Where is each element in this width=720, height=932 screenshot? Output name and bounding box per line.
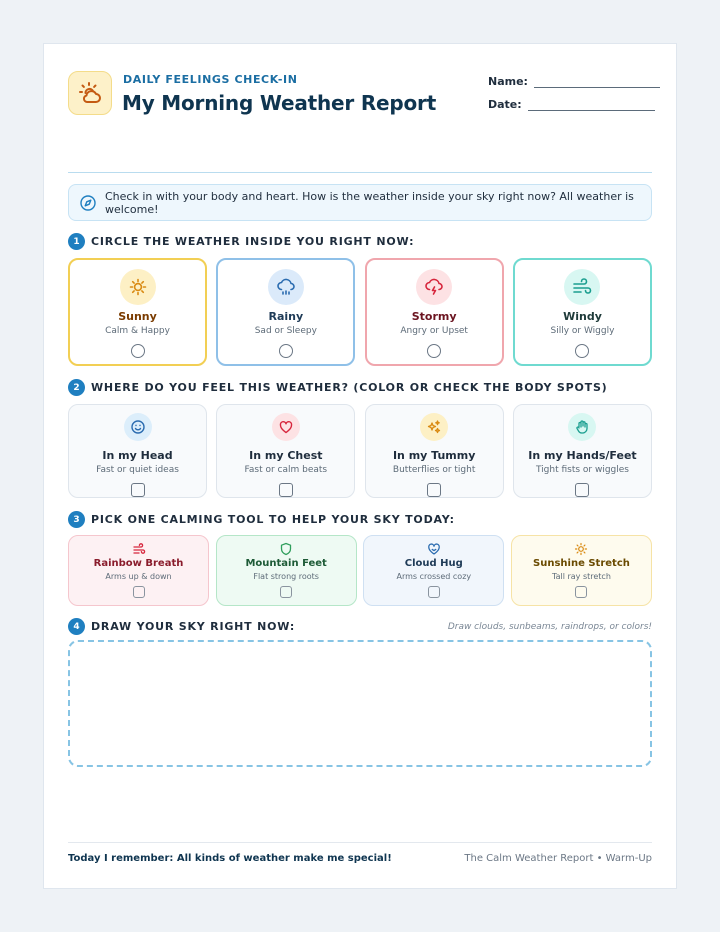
calm-label: Rainbow Breath bbox=[93, 558, 184, 569]
calm-card-sunshine-stretch[interactable] bbox=[511, 535, 652, 606]
body-sub: Fast or quiet ideas bbox=[96, 465, 179, 475]
calm-sub: Arms up & down bbox=[105, 572, 172, 581]
compass-icon bbox=[79, 194, 97, 212]
body-checkbox[interactable] bbox=[279, 483, 293, 497]
section-number: 1 bbox=[68, 233, 85, 250]
breath-wind-icon bbox=[132, 542, 146, 556]
body-sub: Tight fists or wiggles bbox=[535, 465, 629, 475]
body-card-head[interactable] bbox=[68, 404, 207, 498]
footer-credit: The Calm Weather Report • Warm-Up bbox=[464, 853, 652, 864]
calm-card-mountain-feet[interactable] bbox=[216, 535, 357, 606]
section-title: WHERE DO YOU FEEL THIS WEATHER? (COLOR OR CHECK THE BODY SPOTS) bbox=[91, 381, 608, 394]
calm-checkbox[interactable] bbox=[428, 586, 440, 598]
weather-card-windy[interactable] bbox=[513, 258, 652, 366]
calm-checkbox[interactable] bbox=[575, 586, 587, 598]
footer-affirmation: Today I remember: All kinds of weather make me special! bbox=[68, 853, 392, 864]
weather-sub: Silly or Wiggly bbox=[550, 326, 615, 336]
calm-checkbox[interactable] bbox=[280, 586, 292, 598]
header-kicker: DAILY FEELINGS CHECK-IN bbox=[123, 73, 298, 86]
weather-options bbox=[68, 258, 652, 366]
calm-sub: Flat strong roots bbox=[253, 572, 319, 581]
body-label: In my Tummy bbox=[392, 449, 476, 462]
weather-label: Windy bbox=[563, 310, 602, 323]
section-number: 3 bbox=[68, 511, 85, 528]
weather-label: Rainy bbox=[268, 310, 304, 323]
body-card-hands-feet[interactable] bbox=[513, 404, 652, 498]
shield-icon bbox=[279, 542, 293, 556]
intro-notice bbox=[68, 184, 652, 221]
page-title: My Morning Weather Report bbox=[122, 91, 437, 115]
section-number: 4 bbox=[68, 618, 85, 635]
calm-checkbox[interactable] bbox=[133, 586, 145, 598]
smile-icon bbox=[124, 413, 152, 441]
weather-sub: Angry or Upset bbox=[400, 326, 468, 336]
section-number: 2 bbox=[68, 379, 85, 396]
footer-divider bbox=[68, 842, 652, 843]
calm-label: Cloud Hug bbox=[404, 558, 463, 569]
section-title: PICK ONE CALMING TOOL TO HELP YOUR SKY TODAY: bbox=[91, 513, 455, 526]
weather-label: Stormy bbox=[411, 310, 457, 323]
weather-radio[interactable] bbox=[575, 344, 589, 358]
notice-text: Check in with your body and heart. How is the weather inside your sky right now? All weather is welcome! bbox=[105, 189, 634, 216]
body-sub: Fast or calm beats bbox=[244, 465, 328, 475]
header bbox=[68, 70, 652, 130]
weather-card-sunny[interactable] bbox=[68, 258, 207, 366]
rain-cloud-icon bbox=[268, 269, 304, 305]
weather-radio[interactable] bbox=[427, 344, 441, 358]
weather-label: Sunny bbox=[118, 310, 157, 323]
sparkles-icon bbox=[420, 413, 448, 441]
heart-hands-icon bbox=[427, 542, 441, 556]
date-label: Date: bbox=[488, 98, 522, 111]
section-3-heading bbox=[68, 511, 455, 528]
body-card-tummy[interactable] bbox=[365, 404, 504, 498]
weather-sub: Calm & Happy bbox=[105, 326, 170, 336]
name-field[interactable] bbox=[488, 75, 660, 88]
section-hint: Draw clouds, sunbeams, raindrops, or colors! bbox=[447, 621, 652, 632]
name-write-line[interactable] bbox=[534, 87, 660, 88]
date-field[interactable] bbox=[488, 98, 655, 111]
hand-icon bbox=[568, 413, 596, 441]
calm-card-cloud-hug[interactable] bbox=[363, 535, 504, 606]
date-write-line[interactable] bbox=[528, 110, 655, 111]
section-title: DRAW YOUR SKY RIGHT NOW: bbox=[91, 620, 296, 633]
calm-sub: Arms crossed cozy bbox=[396, 572, 472, 581]
heart-icon bbox=[272, 413, 300, 441]
section-1-heading bbox=[68, 233, 414, 250]
body-checkbox[interactable] bbox=[131, 483, 145, 497]
worksheet-content bbox=[68, 70, 652, 864]
weather-radio[interactable] bbox=[279, 344, 293, 358]
small-sun-icon bbox=[574, 542, 588, 556]
body-checkbox[interactable] bbox=[427, 483, 441, 497]
calm-label: Mountain Feet bbox=[245, 558, 327, 569]
body-checkbox[interactable] bbox=[575, 483, 589, 497]
wind-icon bbox=[564, 269, 600, 305]
storm-cloud-icon bbox=[416, 269, 452, 305]
calm-label: Sunshine Stretch bbox=[533, 558, 630, 569]
header-divider bbox=[68, 172, 652, 173]
section-4-heading bbox=[68, 618, 652, 635]
weather-card-rainy[interactable] bbox=[216, 258, 355, 366]
calm-sub: Tall ray stretch bbox=[552, 572, 611, 581]
calming-tool-options bbox=[68, 535, 652, 606]
body-sub: Butterflies or tight bbox=[392, 465, 476, 475]
worksheet-page bbox=[43, 43, 677, 889]
section-2-heading bbox=[68, 379, 608, 396]
body-label: In my Chest bbox=[249, 449, 323, 462]
sun-icon bbox=[120, 269, 156, 305]
weather-card-stormy[interactable] bbox=[365, 258, 504, 366]
weather-radio[interactable] bbox=[131, 344, 145, 358]
body-card-chest[interactable] bbox=[216, 404, 355, 498]
name-label: Name: bbox=[488, 75, 528, 88]
calm-card-rainbow-breath[interactable] bbox=[68, 535, 209, 606]
weather-sub: Sad or Sleepy bbox=[254, 326, 317, 336]
body-label: In my Head bbox=[102, 449, 173, 462]
sun-cloud-icon bbox=[68, 71, 112, 115]
body-label: In my Hands/Feet bbox=[528, 449, 637, 462]
drawing-area[interactable] bbox=[68, 640, 652, 767]
body-spot-options bbox=[68, 404, 652, 498]
section-title: CIRCLE THE WEATHER INSIDE YOU RIGHT NOW: bbox=[91, 235, 415, 248]
